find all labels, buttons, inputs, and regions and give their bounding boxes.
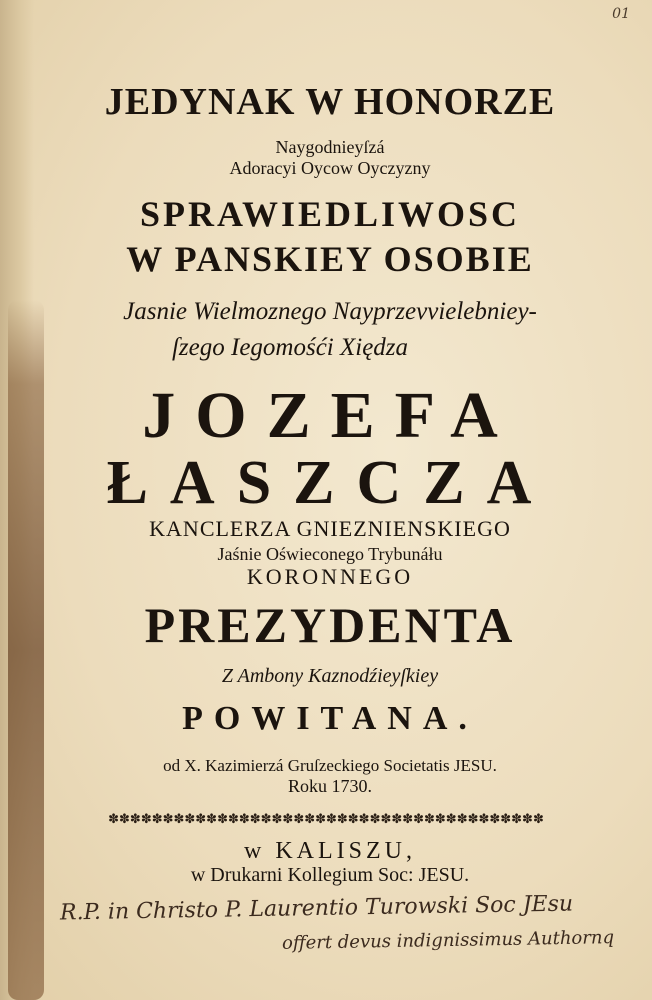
water-stain [8,300,44,1000]
title-line-3: Adoracyi Oycow Oyczyzny [229,158,431,178]
title-line-14: Z Ambony Kaznodźieyſkiey [221,665,439,687]
folio-number: 01 [612,6,630,22]
title-line-prezydenta: PREZYDENTA [144,597,516,653]
title-line-10: KANCLERZA GNIEZNIENSKIEGO [149,516,511,541]
year-line: Roku 1730. [287,776,372,796]
title-line-1: JEDYNAK W HONORZE [104,81,556,123]
title-line-7: ſzego Iegomośći Xiędza [171,334,409,361]
title-line-2: Naygodnieyſzá [275,137,385,157]
handwritten-inscription-line-1: R.P. in Christo P. Laurentio Turowski Soc JEsu [59,891,574,926]
handwritten-inscription-line-2: offert devus indignissimus Authornq [281,927,615,954]
ornament-rule: ✽✽✽✽✽✽✽✽✽✽✽✽✽✽✽✽✽✽✽✽✽✽✽✽✽✽✽✽✽✽✽✽✽✽✽✽✽✽✽✽ [108,812,544,827]
name-laszcza: ŁASZCZA [106,449,554,517]
imprint-place: w KALISZU, [244,838,416,864]
title-line-powitana: POWITANA. [182,700,478,737]
name-jozefa: JOZEFA [142,379,518,452]
title-line-11: Jaśnie Oświeconego Trybunáłu [217,544,443,564]
title-line-4: SPRAWIEDLIWOSC [139,194,521,234]
author-line: od X. Kazimierzá Gruſzeckiego Societatis JESU. [163,756,497,775]
title-line-5: W PANSKIEY OSOBIE [126,239,534,279]
imprint-printer: w Drukarni Kollegium Soc: JESU. [190,864,470,886]
title-line-6: Jasnie Wielmoznego Nayprzevvielebniey- [123,298,537,325]
title-line-12: KORONNEGO [246,564,414,589]
